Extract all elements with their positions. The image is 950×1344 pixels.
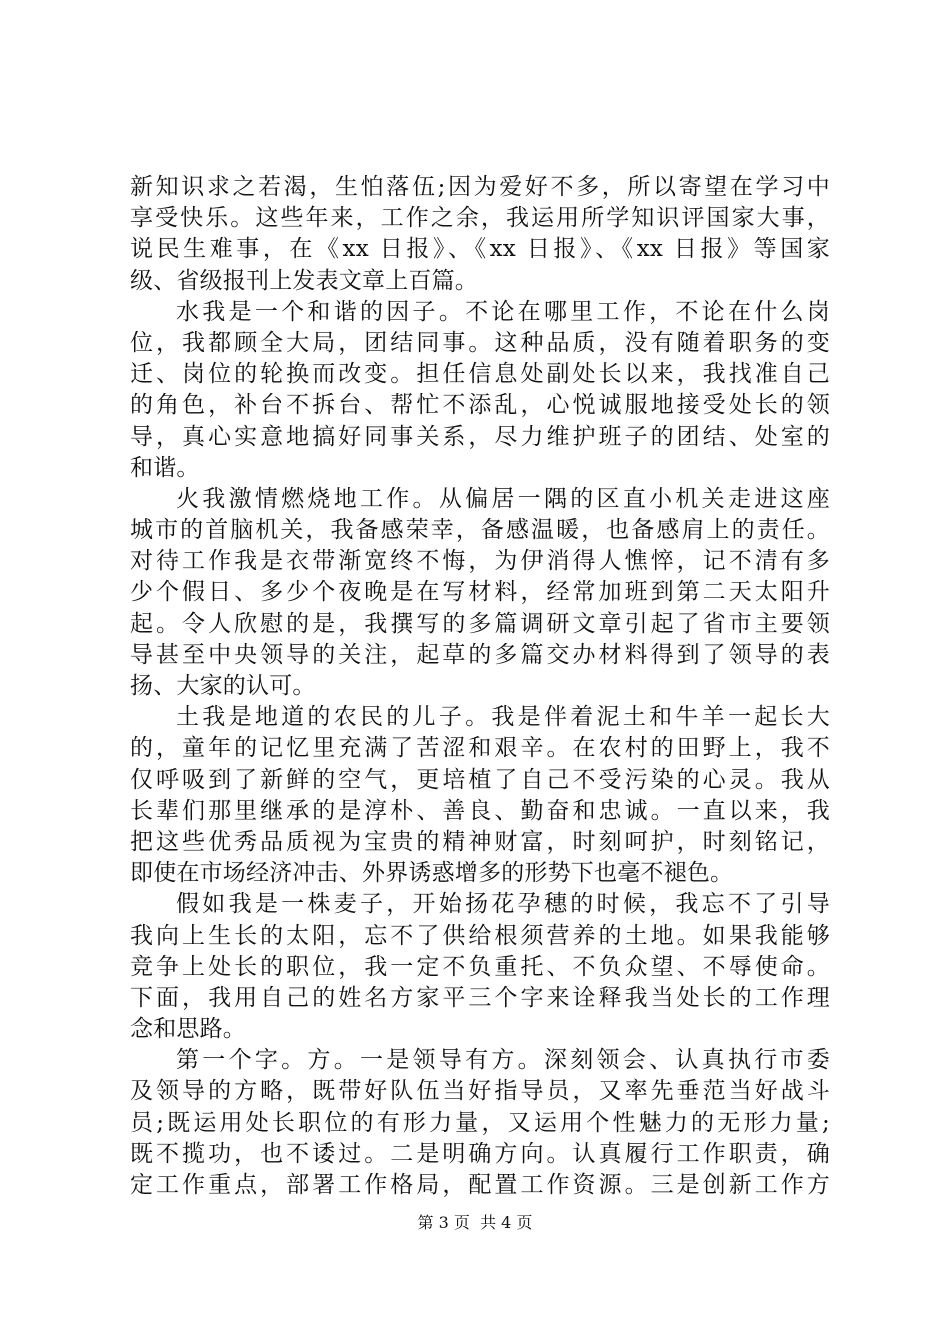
text-line: 说民生难事，在《xx 日报》、《xx 日报》、《xx 日报》等国家 — [130, 236, 830, 263]
text-line: 导甚至中央领导的关注，起草的多篇交办材料得到了领导的表 — [130, 641, 830, 668]
text-line: 享受快乐。这些年来，工作之余，我运用所学知识评国家大事， — [130, 205, 830, 232]
text-line: 级、省级报刊上发表文章上百篇。 — [130, 267, 478, 294]
text-line: 下面，我用自己的姓名方家平三个字来诠释我当处长的工作理 — [130, 984, 830, 1011]
text-line: 的角色，补台不拆台、帮忙不添乱，心悦诚服地接受处长的领 — [130, 392, 830, 419]
text-line: 迁、岗位的轮换而改变。担任信息处副处长以来，我找准自己 — [130, 361, 830, 388]
body-text — [130, 172, 830, 1201]
text-line: 和谐。 — [130, 454, 200, 481]
text-line: 及领导的方略，既带好队伍当好指导员，又率先垂范当好战斗 — [130, 1078, 830, 1105]
text-line: 把这些优秀品质视为宝贵的精神财富，时刻呵护，时刻铭记， — [130, 828, 830, 855]
paragraph-first-line: 土我是地道的农民的儿子。我是伴着泥土和牛羊一起长大 — [176, 704, 830, 731]
text-line: 位，我都顾全大局，团结同事。这种品质，没有随着职务的变 — [130, 329, 830, 356]
text-line: 导，真心实意地搞好同事关系，尽力维护班子的团结、处室的 — [130, 423, 830, 450]
text-line: 长辈们那里继承的是淳朴、善良、勤奋和忠诚。一直以来，我 — [130, 797, 830, 824]
paragraph-first-line: 第一个字。方。一是领导有方。深刻领会、认真执行市委 — [176, 1047, 830, 1074]
paragraph-first-line: 假如我是一株麦子，开始扬花孕穗的时候，我忘不了引导 — [176, 891, 830, 918]
text-line: 起。令人欣慰的是，我撰写的多篇调研文章引起了省市主要领 — [130, 610, 830, 637]
text-line: 念和思路。 — [130, 1016, 246, 1043]
text-line: 我向上生长的太阳，忘不了供给根须营养的土地。如果我能够 — [130, 922, 830, 949]
page-number-footer: 第 3 页 共 4 页 — [417, 1213, 533, 1232]
text-line: 对待工作我是衣带渐宽终不悔，为伊消得人憔悴，记不清有多 — [130, 548, 830, 575]
text-line: 员;既运用处长职位的有形力量，又运用个性魅力的无形力量; — [130, 1109, 830, 1136]
text-line: 即使在市场经济冲击、外界诱惑增多的形势下也毫不褪色。 — [130, 860, 734, 887]
text-line: 城市的首脑机关，我备感荣幸，备感温暖，也备感肩上的责任。 — [130, 517, 830, 544]
paragraph-first-line: 火我激情燃烧地工作。从偏居一隅的区直小机关走进这座 — [176, 485, 830, 512]
text-line: 仅呼吸到了新鲜的空气，更培植了自己不受污染的心灵。我从 — [130, 766, 830, 793]
text-line: 少个假日、多少个夜晚是在写材料，经常加班到第二天太阳升 — [130, 579, 830, 606]
text-line: 扬、大家的认可。 — [130, 673, 316, 699]
text-line: 竞争上处长的职位，我一定不负重托、不负众望、不辱使命。 — [130, 953, 830, 980]
paragraph-first-line: 水我是一个和谐的因子。不论在哪里工作，不论在什么岗 — [176, 298, 830, 325]
text-line: 新知识求之若渴，生怕落伍;因为爱好不多，所以寄望在学习中 — [130, 174, 830, 200]
text-line: 既不揽功，也不诿过。二是明确方向。认真履行工作职责，确 — [130, 1140, 830, 1167]
text-line: 的，童年的记忆里充满了苦涩和艰辛。在农村的田野上，我不 — [130, 735, 830, 762]
text-line: 定工作重点，部署工作格局，配置工作资源。三是创新工作方 — [130, 1172, 830, 1198]
